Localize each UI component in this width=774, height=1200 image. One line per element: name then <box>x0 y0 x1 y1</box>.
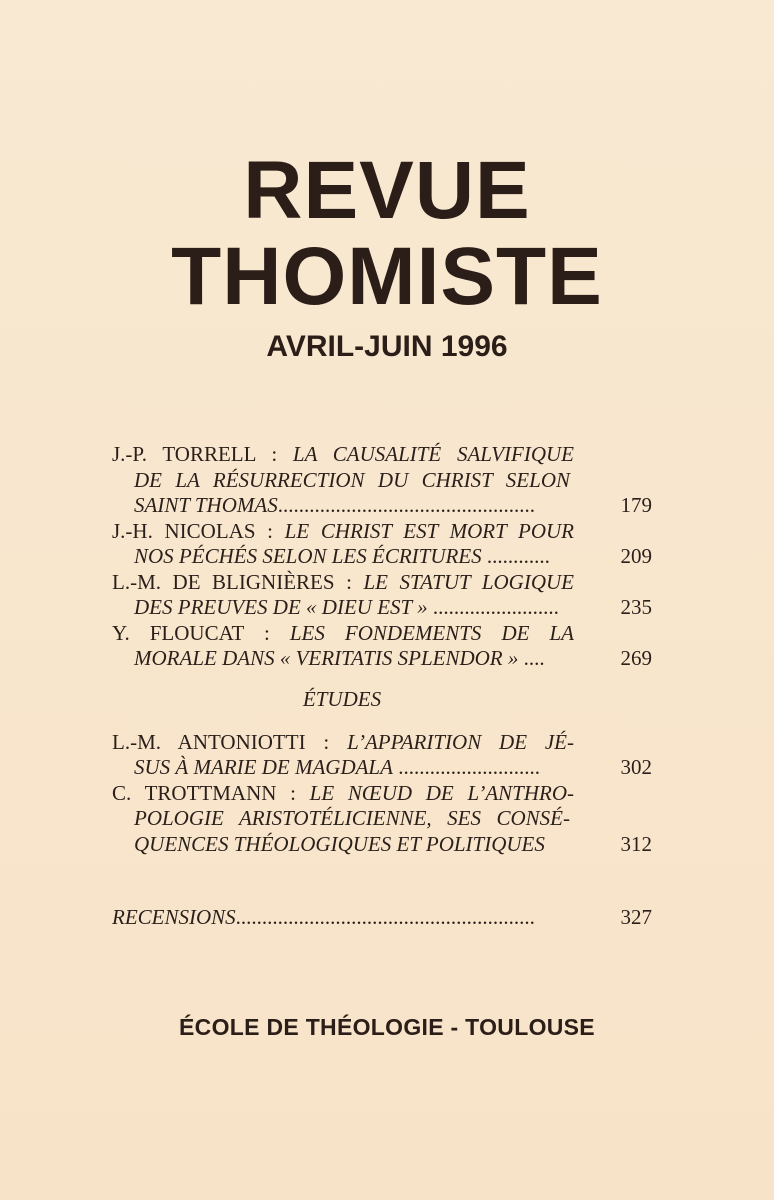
toc-author: L.-M. ANTONIOTTI : <box>112 729 330 754</box>
toc-page-number: 312 <box>620 831 652 856</box>
toc-page-number: 179 <box>620 493 652 517</box>
toc-page-number: 269 <box>620 646 652 670</box>
toc-entry: J.-P. TORRELL : LA CAUSALITÉ SALVIFIQUE DE LA RÉSURRECTION DU CHRIST SELON SAINT THOMAS................................................. 179 <box>112 442 652 517</box>
toc-title-line: MORALE DANS « VERITATIS SPLENDOR » <box>134 646 519 670</box>
toc-author: C. TROTTMANN : <box>112 780 296 805</box>
toc-title-line: LE NŒUD DE L’ANTHRO- <box>309 780 575 805</box>
publisher-footer: ÉCOLE DE THÉOLOGIE - TOULOUSE <box>179 1014 595 1040</box>
section-heading-etudes: ÉTUDES <box>302 686 382 711</box>
toc-author: J.-H. NICOLAS : <box>112 518 273 543</box>
toc-entry: Y. FLOUCAT : LES FONDEMENTS DE LA MORALE DANS « VERITATIS SPLENDOR » .... 269 <box>112 620 652 670</box>
toc-entry: J.-H. NICOLAS : LE CHRIST EST MORT POUR NOS PÉCHÉS SELON LES ÉCRITURES ............ 209 <box>112 518 652 568</box>
toc-title-line: DE LA RÉSURRECTION DU CHRIST SELON <box>134 467 570 492</box>
toc-title-line: NOS PÉCHÉS SELON LES ÉCRITURES <box>134 544 482 568</box>
toc-title-line: L’APPARITION DE JÉ- <box>347 729 575 754</box>
toc-title-line: LES FONDEMENTS DE LA <box>289 620 574 645</box>
toc-title-line: LA CAUSALITÉ SALVIFIQUE <box>292 442 574 466</box>
toc-title-line: LE CHRIST EST MORT POUR <box>284 518 575 543</box>
toc-entry: L.-M. DE BLIGNIÈRES : LE STATUT LOGIQUE DES PREUVES DE « DIEU EST » ........................ 235 <box>112 569 652 619</box>
toc-title-line: RECENSIONS <box>112 905 236 929</box>
title-line-2: THOMISTE <box>171 231 603 322</box>
toc-page-number: 235 <box>620 595 652 619</box>
toc-page-number: 327 <box>620 905 652 929</box>
toc-entry: L.-M. ANTONIOTTI : L’APPARITION DE JÉ- SUS À MARIE DE MAGDALA ........................... 302 <box>112 729 652 779</box>
toc-entry-recensions: RECENSIONS......................................................... 327 <box>112 905 652 929</box>
toc-title-line: DES PREUVES DE « DIEU EST » <box>134 595 428 619</box>
toc-title-line: QUENCES THÉOLOGIQUES ET POLITIQUES <box>134 831 545 856</box>
toc-entry <box>112 781 652 858</box>
toc-author: J.-P. TORRELL : <box>112 442 278 466</box>
issue-date: AVRIL-JUIN 1996 <box>266 330 508 363</box>
toc-page-number: 209 <box>620 544 652 568</box>
toc-page-number: 302 <box>620 755 652 779</box>
journal-title <box>0 145 774 322</box>
toc-author: Y. FLOUCAT : <box>112 620 270 645</box>
title-line-1: REVUE <box>243 145 531 236</box>
table-of-contents <box>112 442 652 931</box>
toc-title-line: SAINT THOMAS <box>134 493 278 517</box>
toc-title-line: POLOGIE ARISTOTÉLICIENNE, SES CONSÉ- <box>134 806 570 830</box>
toc-title-line: SUS À MARIE DE MAGDALA <box>134 755 393 779</box>
toc-author: L.-M. DE BLIGNIÈRES : <box>112 569 352 594</box>
toc-title-line: LE STATUT LOGIQUE <box>363 569 574 594</box>
